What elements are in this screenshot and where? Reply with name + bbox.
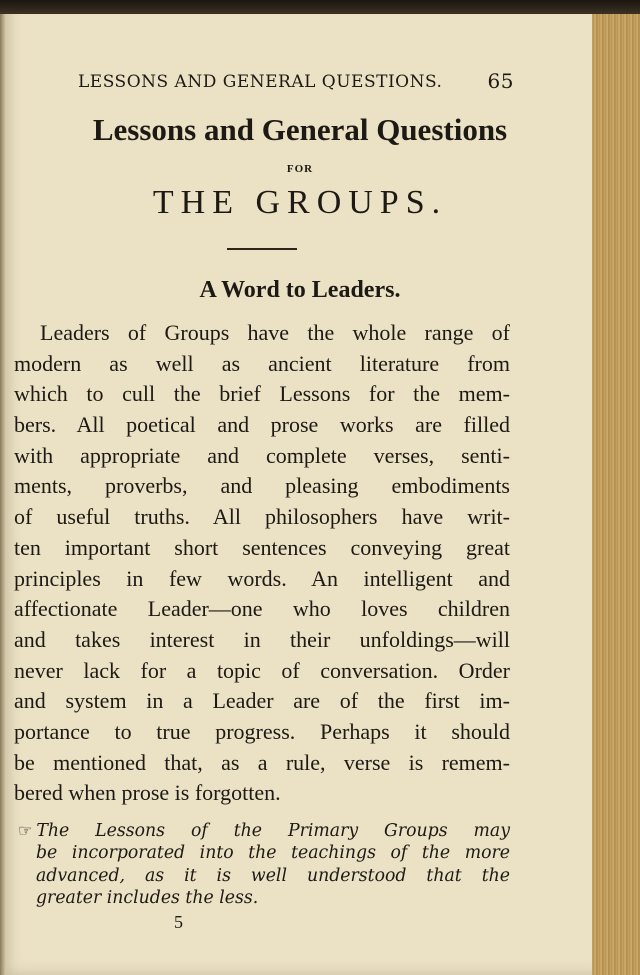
running-head-title: LESSONS AND GENERAL QUESTIONS. <box>78 72 443 92</box>
main-title: Lessons and General Questions <box>92 112 508 147</box>
divider-rule <box>227 248 297 250</box>
title-for: FOR <box>286 163 314 175</box>
body-paragraph <box>14 318 510 809</box>
paragraph-line: portance to true progress. Perhaps it should <box>14 718 510 744</box>
section-heading: A Word to Leaders. <box>199 277 401 303</box>
page-number: 65 <box>487 69 514 93</box>
paragraph-line: affectionate Leader—one who loves children <box>14 596 510 622</box>
paragraph-line: bered when prose is forgotten. <box>14 780 281 806</box>
paragraph-line: principles in few words. An intelligent and <box>14 565 510 591</box>
footnote <box>18 820 510 909</box>
paragraph-line: of useful truths. All philosophers have writ- <box>14 504 510 530</box>
pointing-hand-icon: ☞ <box>18 821 33 840</box>
paragraph-line: ments, proverbs, and pleasing embodiments <box>14 473 510 499</box>
paragraph-line: which to cull the brief Lessons for the mem- <box>14 381 510 407</box>
signature-mark: 5 <box>174 912 183 932</box>
paragraph-line: be mentioned that, as a rule, verse is remem- <box>14 749 510 775</box>
paragraph-line: Leaders of Groups have the whole range of <box>40 320 510 345</box>
running-head <box>78 69 514 93</box>
paragraph-line: modern as well as ancient literature from <box>14 350 510 376</box>
page-edges <box>592 14 640 975</box>
note-line: be incorporated into the teachings of the more <box>36 843 510 864</box>
paragraph-line: and takes interest in their unfoldings—will <box>14 626 510 652</box>
paragraph-line: and system in a Leader are of the first im- <box>14 688 510 714</box>
paragraph-line: never lack for a topic of conversation. Order <box>14 657 510 683</box>
note-line: advanced, as it is well understood that the <box>36 865 510 886</box>
note-line: greater includes the less. <box>36 887 259 908</box>
binding-edge <box>0 14 6 975</box>
note-text: The Lessons of the Primary Groups may <box>36 821 510 841</box>
subtitle: THE GROUPS. <box>152 184 448 221</box>
paragraph-line: ten important short sentences conveying great <box>14 534 510 560</box>
scan-top-edge <box>0 0 640 14</box>
note-line <box>18 820 510 842</box>
paragraph-line: bers. All poetical and prose works are filled <box>14 412 510 438</box>
paragraph-line: with appropriate and complete verses, senti- <box>14 442 510 468</box>
